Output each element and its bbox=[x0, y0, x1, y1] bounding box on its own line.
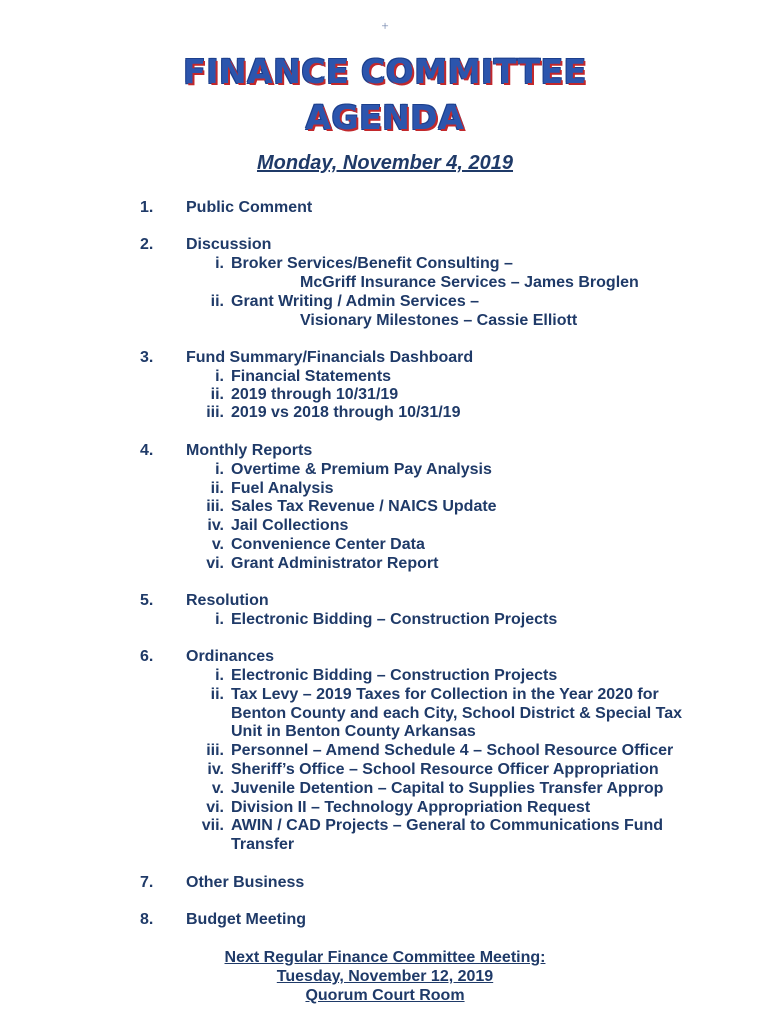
title-line-1: FINANCE COMMITTEE bbox=[183, 52, 587, 91]
item-number: 8. bbox=[140, 911, 154, 928]
sub-text: Division II – Technology Appropriation Request bbox=[231, 799, 591, 816]
item-title: Monthly Reports bbox=[186, 442, 313, 459]
sub-numeral: i. bbox=[215, 368, 224, 385]
sub-text: Sheriff’s Office – School Resource Officer Appropriation bbox=[231, 761, 659, 778]
item-title: Ordinances bbox=[186, 648, 275, 665]
item-title: Discussion bbox=[186, 236, 272, 253]
sub-numeral: ii. bbox=[210, 386, 224, 403]
sub-numeral: v. bbox=[211, 536, 224, 553]
meeting-date: Monday, November 4, 2019 bbox=[256, 152, 514, 174]
sub-text: Sales Tax Revenue / NAICS Update bbox=[231, 498, 497, 515]
sub-text: Juvenile Detention – Capital to Supplies Transfer Approp bbox=[231, 780, 664, 797]
item-title: Fund Summary/Financials Dashboard bbox=[186, 349, 474, 366]
sub-numeral: ii. bbox=[210, 293, 224, 310]
sub-text: 2019 through 10/31/19 bbox=[231, 386, 399, 403]
sub-text: Electronic Bidding – Construction Projects bbox=[231, 667, 558, 684]
sub-text: AWIN / CAD Projects – General to Communications Fund bbox=[231, 817, 664, 834]
sub-numeral: i. bbox=[215, 461, 224, 478]
item-title: Other Business bbox=[186, 874, 305, 891]
item-title: Public Comment bbox=[186, 199, 313, 216]
sub-continuation-text: Transfer bbox=[231, 836, 295, 853]
sub-numeral: iii. bbox=[206, 404, 224, 421]
sub-text: 2019 vs 2018 through 10/31/19 bbox=[231, 404, 461, 421]
item-title: Budget Meeting bbox=[186, 911, 306, 928]
item-number: 7. bbox=[140, 874, 154, 891]
item-number: 4. bbox=[140, 442, 154, 459]
sub-numeral: iv. bbox=[207, 517, 224, 534]
sub-numeral: vii. bbox=[201, 817, 224, 834]
sub-numeral: iv. bbox=[207, 761, 224, 778]
sub-numeral: v. bbox=[211, 780, 224, 797]
sub-text: Grant Administrator Report bbox=[231, 555, 439, 572]
sub-numeral: iii. bbox=[206, 742, 224, 759]
sub-text: Jail Collections bbox=[231, 517, 349, 534]
sub-indent-text: Visionary Milestones – Cassie Elliott bbox=[300, 312, 578, 329]
sub-numeral: vi. bbox=[206, 799, 224, 816]
sub-numeral: ii. bbox=[210, 480, 224, 497]
sub-text: Fuel Analysis bbox=[231, 480, 334, 497]
sub-text: Tax Levy – 2019 Taxes for Collection in the Year 2020 for bbox=[231, 686, 659, 703]
sub-continuation-text: Benton County and each City, School District & Special Tax bbox=[231, 705, 683, 722]
sub-text: Personnel – Amend Schedule 4 – School Resource Officer bbox=[231, 742, 674, 759]
sub-numeral: ii. bbox=[210, 686, 224, 703]
sub-indent-text: McGriff Insurance Services – James Broglen bbox=[300, 274, 639, 291]
plus-mark: + bbox=[381, 18, 389, 33]
sub-text: Electronic Bidding – Construction Projects bbox=[231, 611, 558, 628]
sub-text: Grant Writing / Admin Services – bbox=[231, 293, 480, 310]
sub-continuation-text: Unit in Benton County Arkansas bbox=[231, 723, 476, 740]
item-number: 5. bbox=[140, 592, 154, 609]
next-meeting-heading: Next Regular Finance Committee Meeting: bbox=[224, 949, 546, 966]
item-number: 3. bbox=[140, 349, 154, 366]
sub-numeral: i. bbox=[215, 255, 224, 272]
item-title: Resolution bbox=[186, 592, 269, 609]
sub-text: Convenience Center Data bbox=[231, 536, 425, 553]
title-line-2: AGENDA bbox=[305, 98, 465, 137]
sub-text: Overtime & Premium Pay Analysis bbox=[231, 461, 492, 478]
sub-numeral: i. bbox=[215, 667, 224, 684]
sub-numeral: i. bbox=[215, 611, 224, 628]
next-meeting-location: Quorum Court Room bbox=[305, 987, 465, 1004]
next-meeting-date: Tuesday, November 12, 2019 bbox=[276, 968, 494, 985]
sub-text: Financial Statements bbox=[231, 368, 392, 385]
sub-numeral: iii. bbox=[206, 498, 224, 515]
sub-text: Broker Services/Benefit Consulting – bbox=[231, 255, 513, 272]
item-number: 6. bbox=[140, 648, 154, 665]
item-number: 1. bbox=[140, 199, 154, 216]
sub-numeral: vi. bbox=[206, 555, 224, 572]
item-number: 2. bbox=[140, 236, 154, 253]
